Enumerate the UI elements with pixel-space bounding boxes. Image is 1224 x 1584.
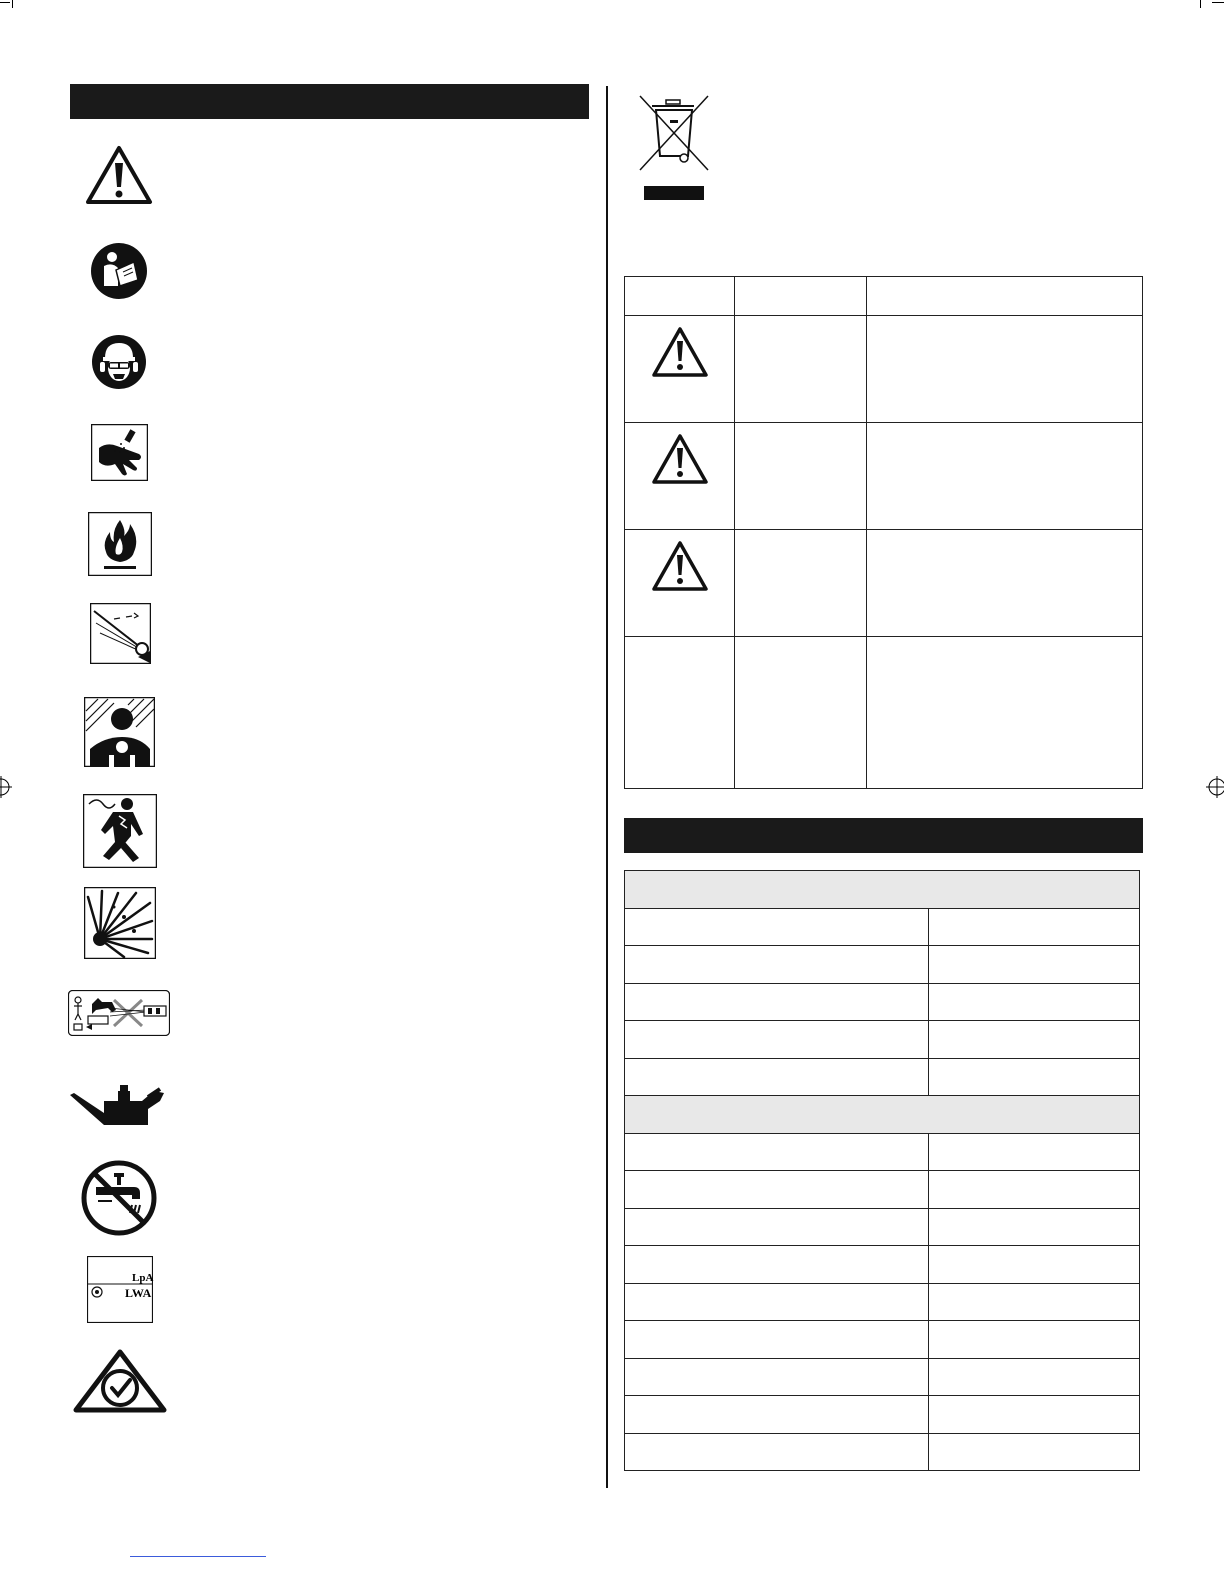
registration-mark-right xyxy=(1206,776,1224,798)
table-cell xyxy=(735,530,867,637)
injection-hazard-icon xyxy=(91,424,148,481)
table-cell xyxy=(625,637,735,789)
rcm-compliance-icon xyxy=(72,1348,168,1416)
spec-value xyxy=(929,983,1140,1021)
table-row xyxy=(625,1021,1140,1059)
table-row xyxy=(625,1396,1140,1434)
spec-section-title xyxy=(625,1096,1140,1134)
right-section-header xyxy=(624,818,1143,853)
table-row xyxy=(625,946,1140,984)
spec-value xyxy=(929,1433,1140,1471)
spec-key xyxy=(625,1171,929,1209)
spec-section-row xyxy=(625,871,1140,909)
table-cell xyxy=(867,423,1143,530)
spec-key xyxy=(625,1021,929,1059)
table-row xyxy=(625,1283,1140,1321)
spec-value xyxy=(929,1133,1140,1171)
warning-triangle-icon xyxy=(651,433,709,485)
table-row xyxy=(625,908,1140,946)
spec-value xyxy=(929,1321,1140,1359)
spec-value xyxy=(929,1246,1140,1284)
crossed-bin-icon xyxy=(638,94,710,202)
table-cell xyxy=(867,530,1143,637)
spec-key xyxy=(625,1321,929,1359)
table-row xyxy=(625,637,1143,789)
table-row xyxy=(625,1246,1140,1284)
spec-key xyxy=(625,1396,929,1434)
table-row xyxy=(625,983,1140,1021)
crop-mark xyxy=(0,2,10,3)
signal-words-table xyxy=(624,276,1143,789)
spec-value xyxy=(929,946,1140,984)
fire-hazard-icon xyxy=(88,512,152,576)
crop-mark xyxy=(1212,2,1224,3)
table-row xyxy=(625,1171,1140,1209)
crop-mark xyxy=(1200,0,1201,8)
spec-key xyxy=(625,1208,929,1246)
spec-value xyxy=(929,1208,1140,1246)
table-header-cell xyxy=(867,277,1143,316)
table-header-row xyxy=(625,277,1143,316)
table-cell xyxy=(867,637,1143,789)
lpa-label: LpA xyxy=(132,1272,154,1284)
table-row xyxy=(625,1208,1140,1246)
column-divider xyxy=(606,86,608,1488)
spec-key xyxy=(625,1246,929,1284)
table-row xyxy=(625,1433,1140,1471)
table-cell xyxy=(625,316,735,423)
spec-key xyxy=(625,983,929,1021)
lwa-label: LWA xyxy=(125,1286,152,1300)
table-header-cell xyxy=(735,277,867,316)
warning-triangle-icon xyxy=(651,326,709,378)
spec-value xyxy=(929,1358,1140,1396)
spec-key xyxy=(625,946,929,984)
table-row xyxy=(625,1321,1140,1359)
table-cell xyxy=(867,316,1143,423)
table-row xyxy=(625,1358,1140,1396)
table-cell xyxy=(625,423,735,530)
table-row xyxy=(625,316,1143,423)
toxic-fumes-icon xyxy=(84,697,155,767)
spec-key xyxy=(625,1283,929,1321)
table-header-cell xyxy=(625,277,735,316)
do-not-spray-people-icon xyxy=(68,990,170,1036)
spec-value xyxy=(929,1058,1140,1096)
no-potable-water-icon xyxy=(80,1159,158,1237)
spec-value xyxy=(929,1396,1140,1434)
spec-key xyxy=(625,908,929,946)
spec-key xyxy=(625,1358,929,1396)
footer-link-underline[interactable] xyxy=(130,1556,266,1557)
spec-section-title xyxy=(625,871,1140,909)
warning-triangle-icon xyxy=(85,145,153,205)
spec-key xyxy=(625,1133,929,1171)
spec-value xyxy=(929,1021,1140,1059)
spec-value xyxy=(929,1283,1140,1321)
table-row xyxy=(625,423,1143,530)
noise-level-icon xyxy=(87,1256,153,1323)
table-row xyxy=(625,530,1143,637)
table-row xyxy=(625,1058,1140,1096)
table-cell xyxy=(735,423,867,530)
read-manual-icon xyxy=(90,242,148,300)
spec-section-row xyxy=(625,1096,1140,1134)
spec-value xyxy=(929,1171,1140,1209)
eye-ear-protection-icon xyxy=(91,334,147,390)
spec-key xyxy=(625,1058,929,1096)
specifications-table xyxy=(624,870,1140,1471)
spec-key xyxy=(625,1433,929,1471)
table-cell xyxy=(735,316,867,423)
oil-can-icon xyxy=(68,1083,164,1129)
crop-mark xyxy=(12,0,13,8)
left-section-header xyxy=(70,84,589,119)
table-cell xyxy=(625,530,735,637)
spec-value xyxy=(929,908,1140,946)
warning-triangle-icon xyxy=(651,540,709,592)
registration-mark-left xyxy=(0,776,12,798)
ricochet-hazard-icon xyxy=(90,603,151,664)
explosion-hazard-icon xyxy=(84,887,156,959)
table-cell xyxy=(735,637,867,789)
table-row xyxy=(625,1133,1140,1171)
electric-shock-icon xyxy=(83,794,157,868)
